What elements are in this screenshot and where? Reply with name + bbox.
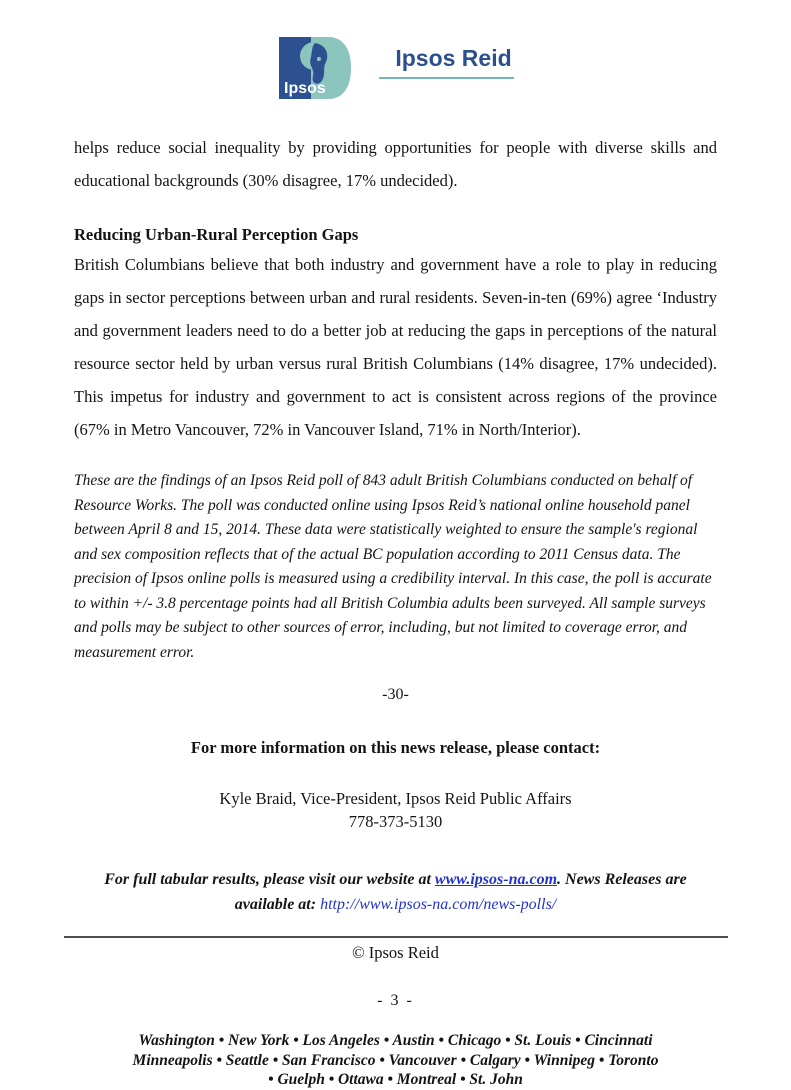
- content: [0, 131, 791, 917]
- ipsos-logo: [277, 36, 353, 100]
- news-polls-link[interactable]: http://www.ipsos-na.com/news-polls/: [320, 896, 557, 913]
- cities-line: • Guelph • Ottawa • Montreal • St. John: [268, 1071, 523, 1088]
- copyright-line: © Ipsos Reid: [352, 943, 439, 962]
- end-mark: -30-: [382, 686, 409, 703]
- tabular-results-note: [74, 867, 717, 917]
- tabular-middle: . News Releases are available at:: [234, 871, 687, 913]
- contact-block: [74, 787, 717, 833]
- ipsos-logo-label: Ipsos: [284, 80, 327, 97]
- footer-divider: [64, 936, 728, 938]
- cities-line: Minneapolis • Seattle • San Francisco • Vancouver • Calgary • Winnipeg • Toronto: [132, 1051, 659, 1069]
- ipsos-reid-wordmark: Ipsos Reid: [379, 45, 513, 79]
- header: [0, 0, 791, 100]
- body-paragraph-1: helps reduce social inequality by providing opportunities for people with diverse skills and educational backgrounds (30% disagree, 17% undecided).: [74, 138, 717, 190]
- tabular-prefix: For full tabular results, please visit our website at: [104, 871, 435, 888]
- cities-line: Washington • New York • Los Angeles • Austin • Chicago • St. Louis • Cincinnati: [138, 1032, 653, 1049]
- website-link[interactable]: www.ipsos-na.com: [434, 871, 558, 888]
- contact-heading: For more information on this news release, please contact:: [190, 738, 601, 757]
- ipsos-logo-icon: [277, 36, 353, 100]
- page-number: - 3 -: [377, 992, 414, 1009]
- body-paragraph-2: British Columbians believe that both industry and government have a role to play in reducing gaps in sector perceptions between urban and rural residents. Seven-in-ten (69%) agree ‘Industry and government leaders need to do a better job at reducing the gaps in perceptions of the natural resource sector held by urban versus rural British Columbians (14% disagree, 17% undecided). This impetus for industry and government to act is consistent across regions of the province (67% in Metro Vancouver, 72% in Vancouver Island, 71% in North/Interior).: [74, 255, 717, 439]
- contact-name: Kyle Braid, Vice-President, Ipsos Reid Public Affairs: [219, 789, 572, 808]
- section-heading: Reducing Urban-Rural Perception Gaps: [74, 225, 359, 244]
- contact-phone: 778-373-5130: [348, 812, 443, 831]
- office-cities-list: [0, 1031, 791, 1090]
- methodology-note: These are the findings of an Ipsos Reid poll of 843 adult British Columbians conducted on behalf of Resource Works. The poll was conducted online using Ipsos Reid’s national online household panel between April 8 and 15, 2014. These data were statistically weighted to ensure the sample's regional and sex composition reflects that of the actual BC population according to 2011 Census data. The precision of Ipsos online polls is measured using a credibility interval. In this case, the poll is accurate to within +/- 3.8 percentage points had all British Columbia adults been surveyed. All sample surveys and polls may be subject to other sources of error, including, but not limited to coverage error, and measurement error.: [74, 472, 712, 661]
